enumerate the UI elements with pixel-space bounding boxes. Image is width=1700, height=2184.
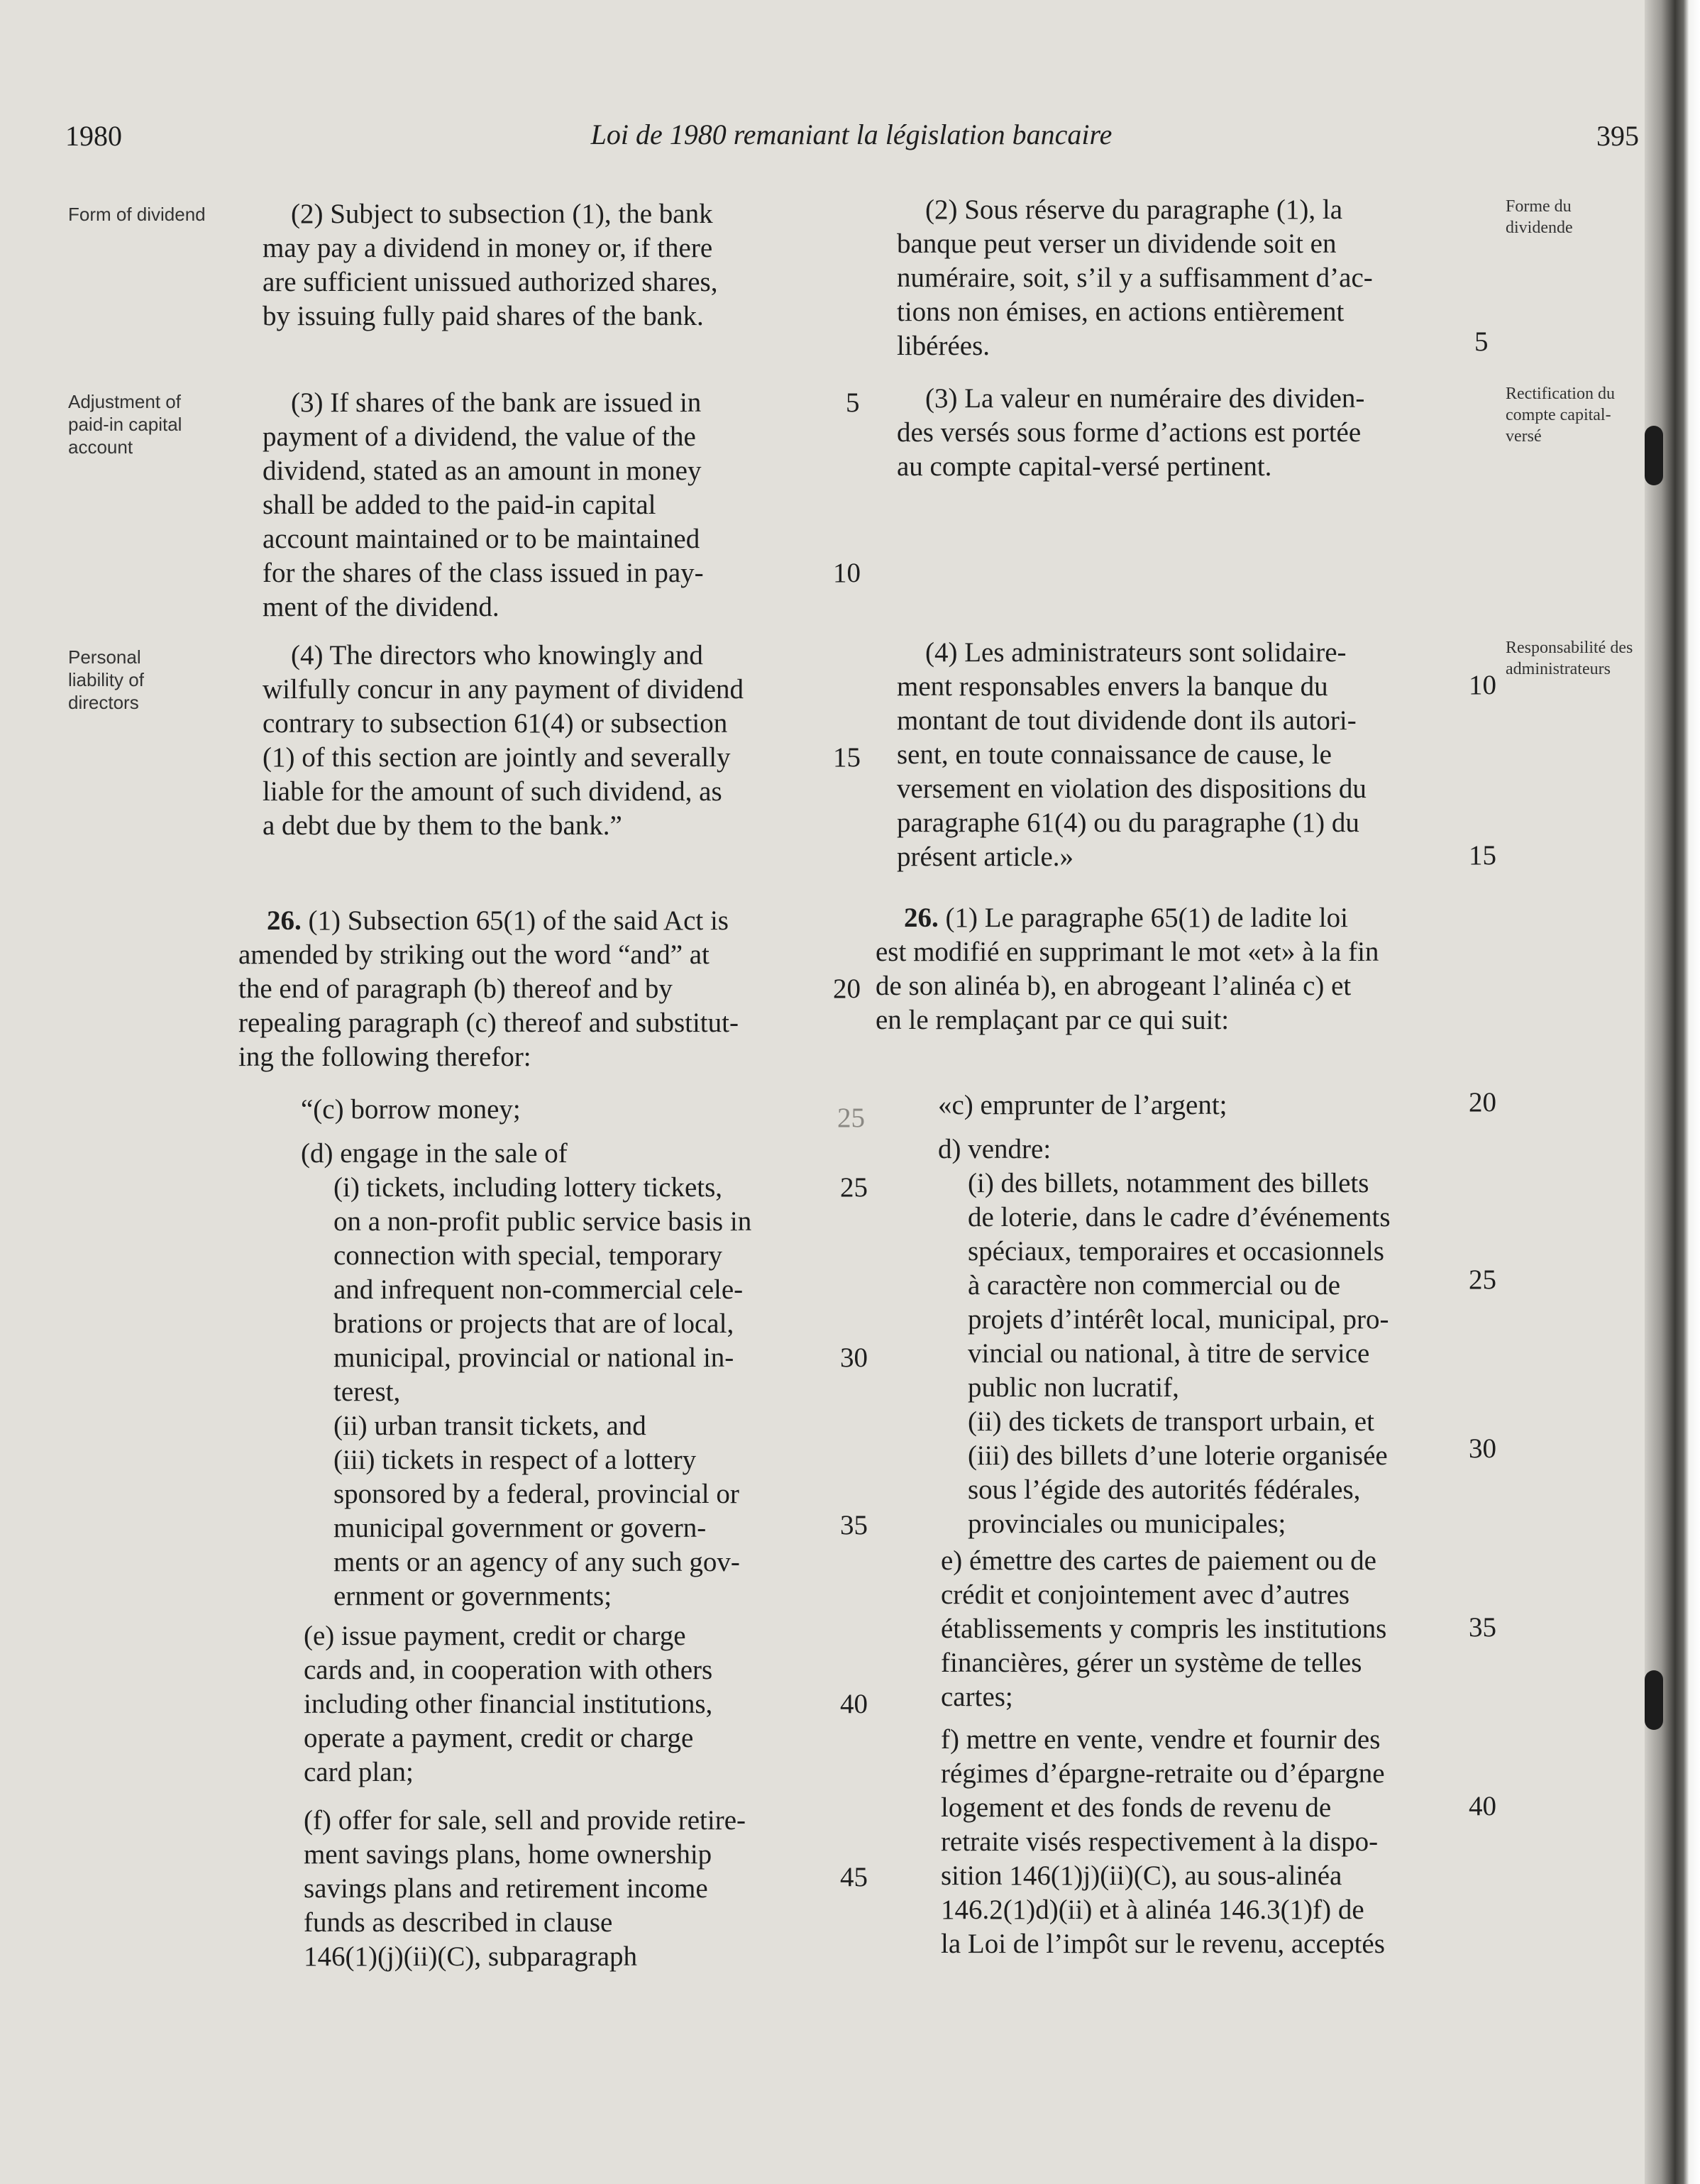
- text-line: by issuing fully paid shares of the bank.: [263, 301, 704, 331]
- text-line: de son alinéa b), en abrogeant l’alinéa c) et: [876, 971, 1352, 1001]
- text-line: banque peut verser un dividende soit en: [897, 228, 1337, 259]
- text-line: (1) Subsection 65(1) of the said Act is: [308, 905, 729, 936]
- line-number-faint: 25: [837, 1103, 865, 1133]
- text-line: sponsored by a federal, provincial or: [333, 1479, 739, 1509]
- text-line: ing the following therefor:: [238, 1042, 531, 1072]
- text-line: (1) of this section are jointly and severally: [263, 742, 731, 773]
- text-line: de loterie, dans le cadre d’événements: [968, 1202, 1391, 1232]
- text-line: account maintained or to be maintained: [263, 524, 700, 554]
- text-line: à caractère non commercial ou de: [968, 1270, 1341, 1301]
- text-line: the end of paragraph (b) thereof and by: [238, 974, 673, 1004]
- text-line: on a non-profit public service basis in: [333, 1206, 752, 1237]
- en-paragraph-e: [304, 1619, 712, 1789]
- text-line: ernment or governments;: [333, 1581, 612, 1611]
- en-subsection-3: [263, 386, 704, 624]
- text-line: (3) La valeur en numéraire des dividen-: [925, 383, 1365, 414]
- text-line: terest,: [333, 1377, 401, 1407]
- text-line: ments or an agency of any such gov-: [333, 1547, 740, 1577]
- text-line: (2) Sous réserve du paragraphe (1), la: [925, 194, 1343, 225]
- text-line: (i) des billets, notamment des billets: [968, 1168, 1369, 1198]
- text-line: des versés sous forme d’actions est portée: [897, 417, 1362, 448]
- text-line: connection with special, temporary: [333, 1240, 722, 1271]
- line-number: 30: [1469, 1433, 1496, 1464]
- line-number: 10: [1469, 670, 1496, 700]
- text-line: are sufficient unissued authorized shares,: [263, 267, 718, 297]
- en-subsection-2: [263, 197, 717, 333]
- text-line: sous l’égide des autorités fédérales,: [968, 1474, 1361, 1505]
- text-line: (e) issue payment, credit or charge: [304, 1621, 686, 1651]
- text-line: cartes;: [941, 1682, 1013, 1712]
- running-title: Loi de 1980 remaniant la législation bancaire: [590, 118, 1113, 150]
- text-line: d) vendre:: [938, 1134, 1052, 1164]
- en-paragraph-f: [304, 1804, 746, 1974]
- text-line: projets d’intérêt local, municipal, pro-: [968, 1304, 1389, 1335]
- en-paragraph-d: [301, 1137, 568, 1171]
- text-line: provinciales ou municipales;: [968, 1509, 1286, 1539]
- text-line: tions non émises, en actions entièrement: [897, 297, 1345, 327]
- fr-paragraph-c: [938, 1088, 1227, 1123]
- line-number: 35: [840, 1510, 868, 1540]
- text-line: spéciaux, temporaires et occasionnels: [968, 1236, 1384, 1267]
- text-line: operate a payment, credit or charge: [304, 1723, 694, 1753]
- text-line: (ii) urban transit tickets, and: [333, 1411, 646, 1441]
- fr-section-26: [876, 901, 1379, 1037]
- text-line: en le remplaçant par ce qui suit:: [876, 1005, 1230, 1035]
- margin-note-adjustment: Adjustment of paid-in capital account: [68, 391, 182, 458]
- binding-hole: [1645, 1670, 1663, 1730]
- text-line: (iii) tickets in respect of a lottery: [333, 1445, 697, 1475]
- text-line: (2) Subject to subsection (1), the bank: [291, 199, 713, 229]
- line-number: 40: [840, 1689, 868, 1719]
- line-number: 20: [833, 974, 861, 1004]
- line-number: 35: [1469, 1612, 1496, 1643]
- text-line: card plan;: [304, 1757, 414, 1787]
- text-line: (d) engage in the sale of: [301, 1138, 568, 1169]
- text-line: logement et des fonds de revenu de: [941, 1792, 1332, 1823]
- text-line: e) émettre des cartes de paiement ou de: [941, 1545, 1376, 1576]
- text-line: crédit et conjointement avec d’autres: [941, 1579, 1350, 1610]
- text-line: est modifié en supprimant le mot «et» à la fin: [876, 937, 1379, 967]
- text-line: payment of a dividend, the value of the: [263, 421, 696, 452]
- text-line: ment of the dividend.: [263, 592, 499, 622]
- page-edge-shadow: [1645, 0, 1700, 2184]
- text-line: (4) The directors who knowingly and: [291, 640, 703, 671]
- text-line: repealing paragraph (c) thereof and substitut-: [238, 1008, 739, 1038]
- margin-note-personal-liability: Personal liability of directors: [68, 646, 144, 713]
- text-line: établissements y compris les institutions: [941, 1614, 1387, 1644]
- text-line: libérées.: [897, 331, 990, 361]
- text-line: brations or projects that are of local,: [333, 1308, 734, 1339]
- text-line: vincial ou national, à titre de service: [968, 1338, 1370, 1369]
- text-line: (ii) des tickets de transport urbain, et: [968, 1406, 1374, 1437]
- text-line: liable for the amount of such dividend, as: [263, 776, 722, 807]
- text-line: numéraire, soit, s’il y a suffisamment d’ac-: [897, 263, 1373, 293]
- fr-subsection-4: [897, 636, 1367, 874]
- text-line: (3) If shares of the bank are issued in: [291, 387, 702, 418]
- section-number: 26.: [267, 905, 302, 936]
- text-line: (1) Le paragraphe 65(1) de ladite loi: [945, 903, 1348, 933]
- en-paragraph-c: [301, 1093, 521, 1127]
- text-line: municipal government or govern-: [333, 1513, 707, 1543]
- line-number: 15: [833, 742, 861, 773]
- text-line: 146.2(1)d)(ii) et à alinéa 146.3(1)f) de: [941, 1895, 1364, 1925]
- text-line: wilfully concur in any payment of dividend: [263, 674, 744, 705]
- text-line: (iii) des billets d’une loterie organisée: [968, 1440, 1388, 1471]
- line-number: 25: [840, 1172, 868, 1203]
- text-line: may pay a dividend in money or, if there: [263, 233, 713, 263]
- text-line: ment responsables envers la banque du: [897, 671, 1328, 702]
- text-line: funds as described in clause: [304, 1907, 613, 1938]
- line-number: 10: [833, 558, 861, 588]
- text-line: savings plans and retirement income: [304, 1873, 708, 1904]
- text-line: sition 146(1)j)(ii)(C), au sous-alinéa: [941, 1860, 1342, 1891]
- fr-subsection-2: [897, 193, 1373, 363]
- margin-note-forme-du-dividende: Forme du dividende: [1506, 197, 1573, 237]
- en-subsection-4: [263, 639, 744, 843]
- text-line: amended by striking out the word “and” at: [238, 939, 710, 970]
- fr-paragraph-f: [941, 1723, 1385, 1961]
- text-line: municipal, provincial or national in-: [333, 1342, 734, 1373]
- line-number: 5: [846, 387, 860, 418]
- text-line: for the shares of the class issued in pay-: [263, 558, 704, 588]
- text-line: contrary to subsection 61(4) or subsection: [263, 708, 728, 739]
- margin-note-rectification: Rectification du compte capital-versé: [1506, 385, 1615, 446]
- text-line: and infrequent non-commercial cele-: [333, 1274, 744, 1305]
- text-line: cards and, in cooperation with others: [304, 1655, 713, 1685]
- text-line: paragraphe 61(4) ou du paragraphe (1) du: [897, 807, 1359, 838]
- text-line: sent, en toute connaissance de cause, le: [897, 739, 1332, 770]
- fr-subparagraph-i: [968, 1167, 1391, 1541]
- margin-note-responsabilite: Responsabilité des administrateurs: [1506, 639, 1633, 678]
- text-line: au compte capital-versé pertinent.: [897, 451, 1272, 482]
- text-line: montant de tout dividende dont ils autori-: [897, 705, 1357, 736]
- text-line: la Loi de l’impôt sur le revenu, acceptés: [941, 1929, 1385, 1959]
- en-section-26: [238, 904, 739, 1074]
- text-line: «c) emprunter de l’argent;: [938, 1090, 1227, 1120]
- text-line: présent article.»: [897, 842, 1074, 872]
- text-line: public non lucratif,: [968, 1372, 1179, 1403]
- text-line: (i) tickets, including lottery tickets,: [333, 1172, 723, 1203]
- text-line: f) mettre en vente, vendre et fournir des: [941, 1724, 1381, 1755]
- text-line: a debt due by them to the bank.”: [263, 810, 622, 841]
- text-line: shall be added to the paid-in capital: [263, 490, 656, 520]
- binding-hole: [1645, 426, 1663, 485]
- margin-note-form-of-dividend: Form of dividend: [68, 204, 206, 225]
- text-line: ment savings plans, home ownership: [304, 1839, 712, 1870]
- line-number: 5: [1474, 326, 1489, 357]
- section-number: 26.: [904, 903, 939, 933]
- text-line: régimes d’épargne-retraite ou d’épargne: [941, 1758, 1385, 1789]
- line-number: 45: [840, 1862, 868, 1892]
- page-number: 395: [1596, 120, 1639, 152]
- text-line: (4) Les administrateurs sont solidaire-: [925, 637, 1347, 668]
- en-subparagraph-i: [333, 1171, 751, 1614]
- line-number: 15: [1469, 840, 1496, 871]
- text-line: including other financial institutions,: [304, 1689, 713, 1719]
- text-line: financières, gérer un système de telles: [941, 1648, 1362, 1678]
- line-number: 40: [1469, 1791, 1496, 1821]
- fr-paragraph-e: [941, 1544, 1386, 1714]
- text-line: “(c) borrow money;: [301, 1094, 521, 1125]
- line-number: 30: [840, 1342, 868, 1373]
- text-line: 146(1)(j)(ii)(C), subparagraph: [304, 1941, 637, 1972]
- line-number: 20: [1469, 1087, 1496, 1118]
- year-folio: 1980: [65, 120, 122, 152]
- fr-paragraph-d: [938, 1132, 1051, 1167]
- text-line: retraite visés respectivement à la dispo-: [941, 1826, 1379, 1857]
- text-line: (f) offer for sale, sell and provide retire-: [304, 1805, 746, 1836]
- text-line: dividend, stated as an amount in money: [263, 456, 702, 486]
- fr-subsection-3: [897, 382, 1364, 484]
- line-number: 25: [1469, 1264, 1496, 1295]
- text-line: versement en violation des dispositions du: [897, 773, 1367, 804]
